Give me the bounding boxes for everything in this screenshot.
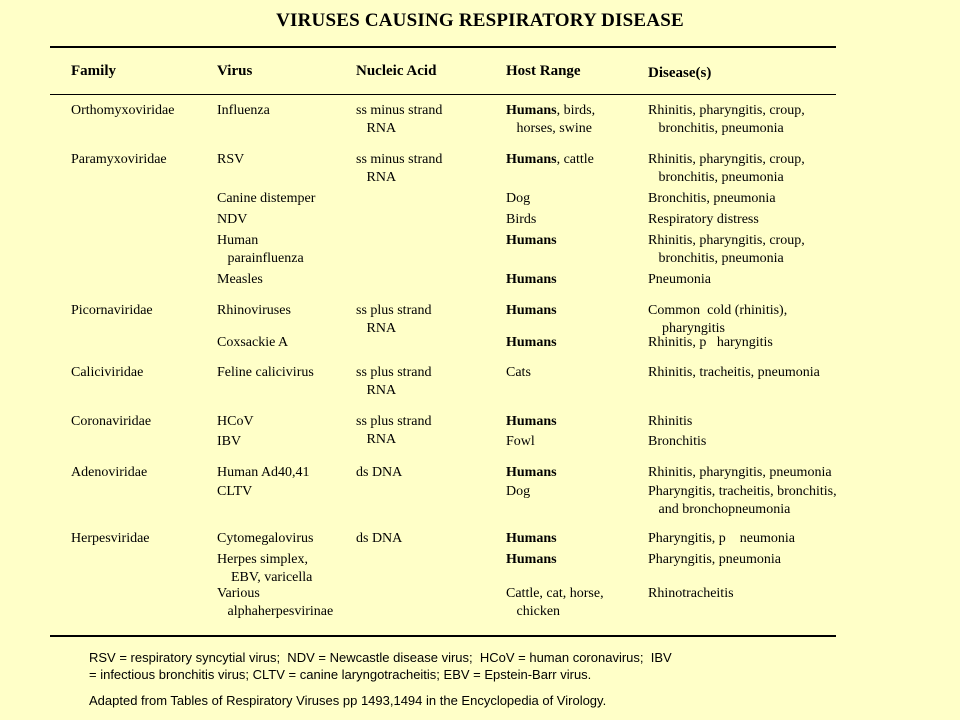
nucleic-acid-cell: ds DNA bbox=[356, 531, 403, 546]
host-primary: Humans bbox=[506, 272, 557, 287]
virus-cell: IBV bbox=[217, 434, 242, 449]
family-cell: Adenoviridae bbox=[71, 465, 148, 480]
host-secondary: , cattle bbox=[556, 152, 594, 167]
host-primary: Humans bbox=[506, 414, 557, 429]
disease-cell: Bronchitis bbox=[648, 434, 707, 449]
disease-cell: Rhinitis, pharyngitis, pneumonia bbox=[648, 465, 832, 480]
host-range-cell bbox=[506, 211, 536, 229]
disease-cell: Pneumonia bbox=[648, 272, 711, 287]
disease-cell: Pharyngitis, pneumonia bbox=[648, 552, 781, 567]
virus-cell: NDV bbox=[217, 212, 248, 227]
nucleic-acid-cell: ds DNA bbox=[356, 465, 403, 480]
disease-cell: Rhinitis, pharyngitis, croup, bronchitis, pneumonia bbox=[648, 152, 805, 185]
virus-cell: Cytomegalovirus bbox=[217, 531, 314, 546]
nucleic-acid-cell: ss plus strand RNA bbox=[356, 303, 432, 336]
nucleic-acid-cell: ss plus strand RNA bbox=[356, 365, 432, 398]
header-host-range: Host Range bbox=[506, 63, 581, 79]
virus-cell: HCoV bbox=[217, 414, 254, 429]
host-primary: Humans bbox=[506, 303, 557, 318]
host-range-cell bbox=[506, 585, 604, 621]
disease-cell: Respiratory distress bbox=[648, 212, 759, 227]
disease-cell: Bronchitis, pneumonia bbox=[648, 191, 776, 206]
family-cell: Paramyxoviridae bbox=[71, 152, 167, 167]
header-rule bbox=[50, 94, 836, 95]
host-range-cell bbox=[506, 232, 557, 250]
virus-cell: Herpes simplex, EBV, varicella bbox=[217, 552, 313, 585]
virus-cell: CLTV bbox=[217, 484, 253, 499]
disease-cell: Pharyngitis, tracheitis, bronchitis, and bronchopneumonia bbox=[648, 484, 837, 517]
disease-cell: Rhinotracheitis bbox=[648, 586, 734, 601]
host-secondary: Cats bbox=[506, 365, 531, 380]
host-secondary: Dog bbox=[506, 191, 531, 206]
disease-cell: Common cold (rhinitis), pharyngitis bbox=[648, 303, 788, 336]
disease-cell: Rhinitis, pharyngitis, croup, bronchitis, pneumonia bbox=[648, 233, 805, 266]
host-range-cell bbox=[506, 483, 530, 501]
family-cell: Caliciviridae bbox=[71, 365, 144, 380]
virus-cell: Human Ad40,41 bbox=[217, 465, 310, 480]
header-diseases: Disease(s) bbox=[648, 65, 712, 81]
host-range-cell bbox=[506, 413, 557, 431]
host-secondary: , birds, horses, swine bbox=[516, 103, 596, 136]
host-range-cell bbox=[506, 464, 557, 482]
family-cell: Picornaviridae bbox=[71, 303, 153, 318]
host-secondary: Dog bbox=[506, 484, 531, 499]
host-primary: Humans bbox=[506, 531, 557, 546]
host-primary: Humans bbox=[506, 152, 557, 167]
virus-cell: Influenza bbox=[217, 103, 270, 118]
top-rule bbox=[50, 46, 836, 48]
footnote: RSV = respiratory syncytial virus; NDV = Newcastle disease virus; HCoV = human coronavirus; IBV = infectious bronchitis virus; CLTV = canine laryngotracheitis; EBV = Epstein-Barr virus. bbox=[89, 650, 672, 682]
host-primary: Humans bbox=[506, 552, 557, 567]
disease-cell: Rhinitis, p haryngitis bbox=[648, 335, 773, 350]
host-secondary: Cattle, cat, horse, chicken bbox=[506, 586, 604, 619]
host-range-cell bbox=[506, 102, 595, 138]
host-range-cell bbox=[506, 530, 557, 548]
nucleic-acid-cell: ss minus strand RNA bbox=[356, 103, 443, 136]
host-range-cell bbox=[506, 190, 530, 208]
host-primary: Humans bbox=[506, 335, 557, 350]
virus-cell: Human parainfluenza bbox=[217, 233, 304, 266]
host-range-cell bbox=[506, 433, 535, 451]
bottom-rule bbox=[50, 635, 836, 637]
family-cell: Orthomyxoviridae bbox=[71, 103, 175, 118]
host-range-cell bbox=[506, 302, 557, 320]
host-primary: Humans bbox=[506, 465, 557, 480]
nucleic-acid-cell: ss minus strand RNA bbox=[356, 152, 443, 185]
virus-cell: Feline calicivirus bbox=[217, 365, 314, 380]
host-range-cell bbox=[506, 364, 531, 382]
page-title: VIRUSES CAUSING RESPIRATORY DISEASE bbox=[276, 10, 684, 31]
disease-cell: Rhinitis, tracheitis, pneumonia bbox=[648, 365, 820, 380]
header-nucleic-acid: Nucleic Acid bbox=[356, 63, 437, 79]
host-range-cell bbox=[506, 151, 594, 169]
virus-cell: RSV bbox=[217, 152, 245, 167]
host-primary: Humans bbox=[506, 103, 557, 118]
host-range-cell bbox=[506, 551, 557, 569]
host-range-cell bbox=[506, 271, 557, 289]
family-cell: Herpesviridae bbox=[71, 531, 150, 546]
virus-cell: Various alphaherpesvirinae bbox=[217, 586, 334, 619]
host-range-cell bbox=[506, 334, 557, 352]
host-secondary: Birds bbox=[506, 212, 537, 227]
disease-cell: Rhinitis bbox=[648, 414, 693, 429]
host-primary: Humans bbox=[506, 233, 557, 248]
virus-cell: Rhinoviruses bbox=[217, 303, 291, 318]
virus-cell: Measles bbox=[217, 272, 263, 287]
host-secondary: Fowl bbox=[506, 434, 535, 449]
header-virus: Virus bbox=[217, 63, 253, 79]
virus-cell: Canine distemper bbox=[217, 191, 316, 206]
header-family: Family bbox=[71, 63, 116, 79]
disease-cell: Pharyngitis, p neumonia bbox=[648, 531, 795, 546]
disease-cell: Rhinitis, pharyngitis, croup, bronchitis, pneumonia bbox=[648, 103, 805, 136]
virus-cell: Coxsackie A bbox=[217, 335, 289, 350]
family-cell: Coronaviridae bbox=[71, 414, 152, 429]
nucleic-acid-cell: ss plus strand RNA bbox=[356, 414, 432, 447]
source-note: Adapted from Tables of Respiratory Viruses pp 1493,1494 in the Encyclopedia of Virology. bbox=[89, 693, 607, 708]
